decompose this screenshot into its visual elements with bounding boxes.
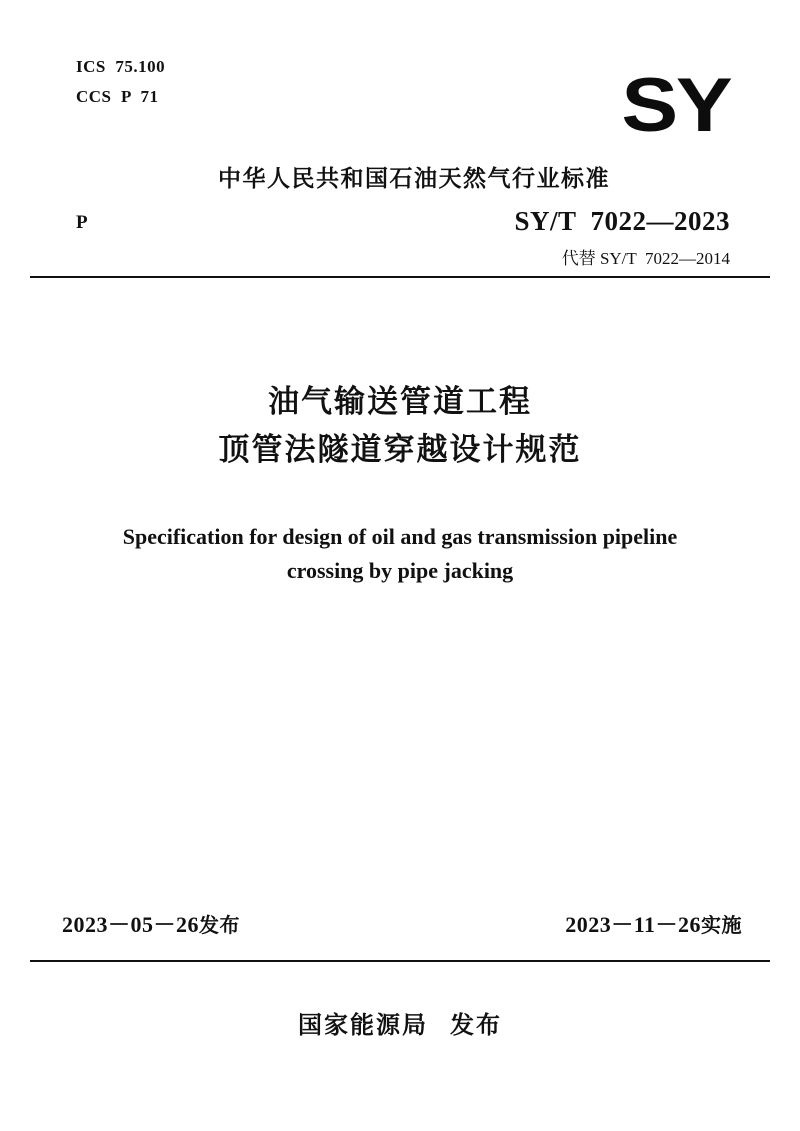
issue-date-label: 发布 (199, 913, 241, 937)
title-chinese-line-1: 油气输送管道工程 (268, 384, 532, 420)
title-chinese (0, 378, 800, 474)
ics-code: ICS 75.100 (76, 57, 166, 76)
title-english-line-2: crossing by pipe jacking (286, 558, 514, 583)
replaces-standard: 代替 SY/T 7022—2014 (561, 249, 730, 268)
ics-classification-block (76, 52, 165, 112)
effective-date-label: 实施 (701, 913, 742, 937)
issue-date: 2023－05－26 (62, 912, 200, 937)
title-chinese-line-2: 顶管法隧道穿越设计规范 (218, 432, 582, 468)
issuer-name: 国家能源局 (298, 1011, 428, 1039)
header-divider-rule (30, 276, 770, 278)
classification-letter: P (76, 212, 88, 233)
issuer-action: 发布 (450, 1011, 502, 1039)
issuer-block (0, 1005, 800, 1040)
issue-date-block (62, 908, 240, 939)
footer-divider-rule (30, 960, 770, 962)
title-english (0, 520, 800, 588)
standard-number: SY/T 7022—2023 (514, 206, 730, 236)
effective-date: 2023－11－26 (565, 912, 701, 937)
ccs-code: CCS P 71 (76, 87, 159, 106)
issuing-organization-title: 中华人民共和国石油天然气行业标准 (218, 166, 610, 192)
sy-logo: SY (620, 63, 730, 148)
title-english-line-1: Specification for design of oil and gas transmission pipeline (122, 524, 678, 549)
effective-date-block (565, 908, 742, 939)
